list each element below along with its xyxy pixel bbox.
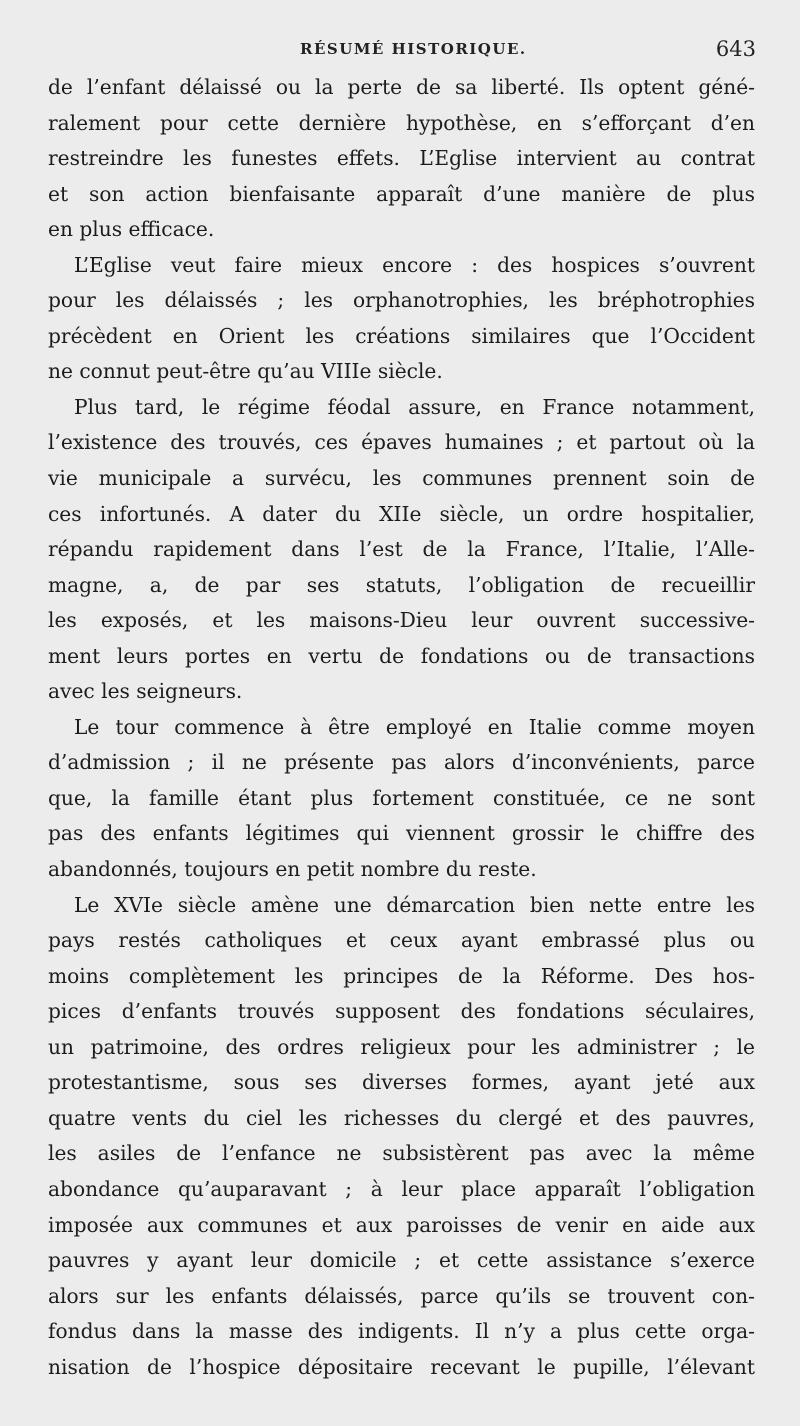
text-line: les asiles de l’enfance ne subsistèrent pas avec la même	[48, 1141, 755, 1166]
paragraph	[48, 70, 755, 248]
text-line: abondance qu’auparavant ; à leur place apparaît l’obligation	[48, 1176, 755, 1201]
text-line: ne connut peut-être qu’au VIIIe siècle.	[48, 359, 443, 384]
text-line: précèdent en Orient les créations similaires que l’Occident	[48, 323, 755, 348]
text-line: pices d’enfants trouvés supposent des fondations séculaires,	[48, 999, 755, 1024]
text-line: ralement pour cette dernière hypothèse, en s’efforçant d’en	[48, 110, 755, 135]
text-line: pas des enfants légitimes qui viennent grossir le chiffre des	[48, 821, 755, 846]
text-line: les exposés, et les maisons-Dieu leur ouvrent successive-	[48, 608, 755, 633]
text-line: ment leurs portes en vertu de fondations ou de transactions	[48, 643, 755, 668]
running-title: RÉSUMÉ HISTORIQUE.	[300, 40, 527, 58]
paragraph	[48, 710, 755, 888]
text-line: quatre vents du ciel les richesses du clergé et des pauvres,	[48, 1105, 755, 1130]
text-line: ces infortunés. A dater du XIIe siècle, un ordre hospitalier,	[48, 501, 755, 526]
text-line: pour les délaissés ; les orphanotrophies, les bréphotrophies	[48, 288, 755, 313]
text-line: imposée aux communes et aux paroisses de venir en aide aux	[48, 1212, 755, 1237]
paragraph	[48, 888, 755, 1386]
text-line: et son action bienfaisante apparaît d’une manière de plus	[48, 181, 755, 206]
text-line: abandonnés, toujours en petit nombre du reste.	[48, 857, 537, 882]
text-line: protestantisme, sous ses diverses formes, ayant jeté aux	[48, 1070, 755, 1095]
text-line: L’Eglise veut faire mieux encore : des hospices s’ouvrent	[74, 252, 755, 277]
page-header	[48, 38, 756, 68]
text-line: pauvres y ayant leur domicile ; et cette assistance s’exerce	[48, 1248, 755, 1273]
text-line: en plus efficace.	[48, 217, 215, 242]
page-number: 643	[715, 37, 756, 61]
text-line: de l’enfant délaissé ou la perte de sa liberté. Ils optent géné-	[48, 75, 755, 99]
text-line: Le XVIe siècle amène une démarcation bien nette entre les	[74, 892, 755, 917]
text-line: pays restés catholiques et ceux ayant embrassé plus ou	[48, 928, 755, 953]
text-line: l’existence des trouvés, ces épaves humaines ; et partout où la	[48, 430, 755, 455]
text-line: avec les seigneurs.	[48, 679, 243, 704]
text-line: Plus tard, le régime féodal assure, en France notamment,	[74, 394, 755, 419]
text-line: un patrimoine, des ordres religieux pour les administrer ; le	[48, 1034, 755, 1059]
text-line: restreindre les funestes effets. L’Eglise intervient au contrat	[48, 146, 755, 171]
text-line: répandu rapidement dans l’est de la France, l’Italie, l’Alle-	[48, 537, 755, 562]
text-line: moins complètement les principes de la Réforme. Des hos-	[48, 963, 755, 988]
text-line: d’admission ; il ne présente pas alors d’inconvénients, parce	[48, 750, 755, 775]
paragraph	[48, 248, 755, 390]
text-line: vie municipale a survécu, les communes prennent soin de	[48, 466, 755, 491]
text-line: alors sur les enfants délaissés, parce qu’ils se trouvent con-	[48, 1283, 755, 1308]
paragraph	[48, 390, 755, 710]
text-line: que, la famille étant plus fortement constituée, ce ne sont	[48, 785, 755, 810]
body-text	[48, 70, 755, 1385]
text-line: nisation de l’hospice dépositaire recevant le pupille, l’élevant	[48, 1354, 755, 1379]
text-line: Le tour commence à être employé en Italie comme moyen	[74, 714, 755, 739]
text-line: fondus dans la masse des indigents. Il n’y a plus cette orga-	[48, 1319, 755, 1344]
text-line: magne, a, de par ses statuts, l’obligation de recueillir	[48, 572, 755, 597]
